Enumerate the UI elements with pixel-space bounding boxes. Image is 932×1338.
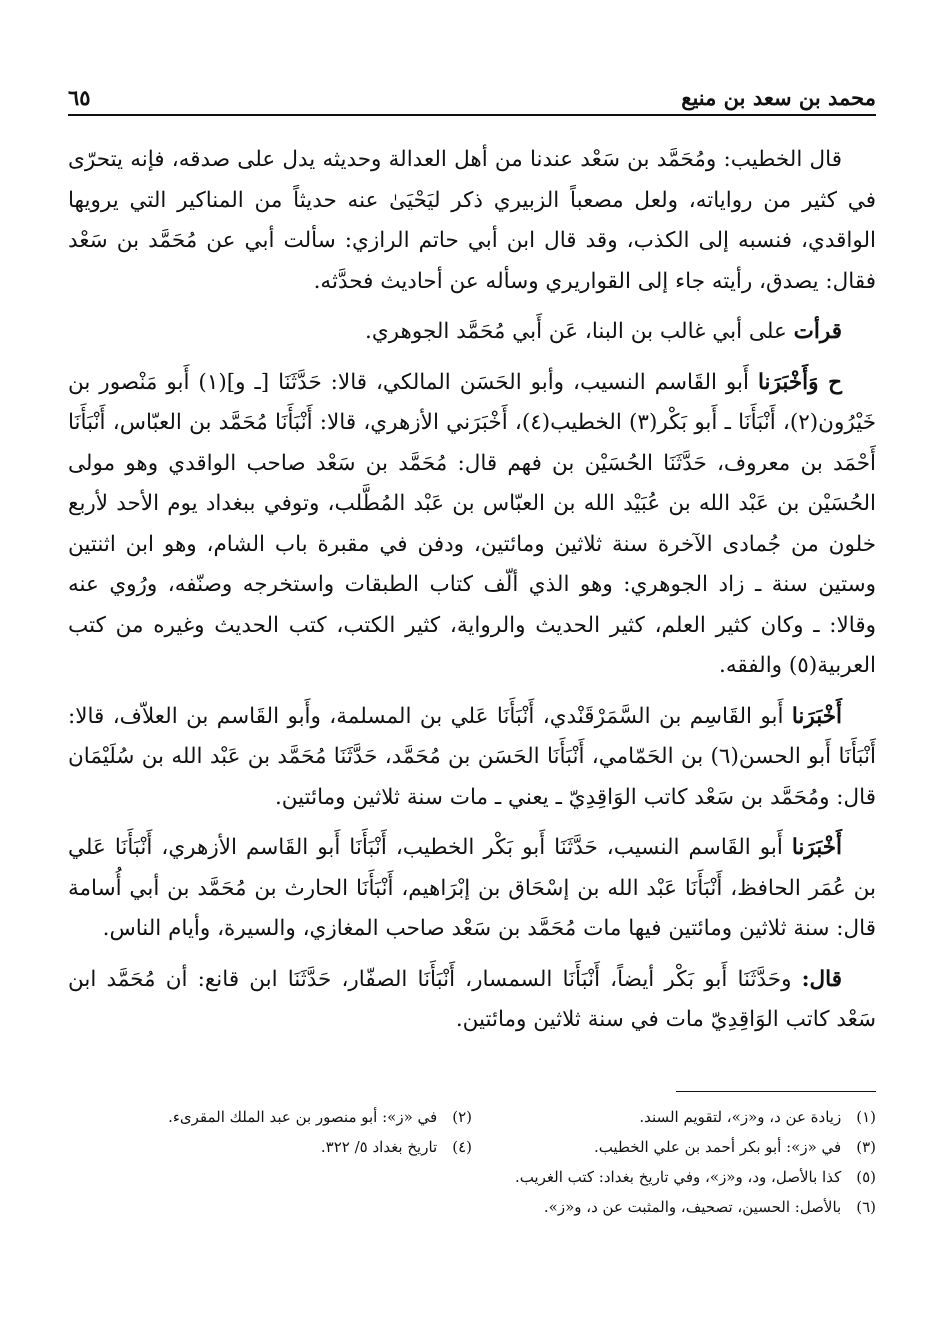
footnote (68, 1132, 472, 1162)
footnote-number: (٣) (856, 1137, 876, 1156)
paragraph-text: قال الخطيب: ومُحَمَّد بن سَعْد عندنا من أهل العدالة وحديثه يدل على صدقه، فإنه يتحرّى في كثير من رواياته، ولعل مصعباً الزبيري ذكر ليَحْيَىٰ عنه حديثاً من المناكير التي يرويها الواقدي، فنسبه إلى الكذب، وقد قال ابن أبي حاتم الرازي: سألت أبي عن مُحَمَّد بن سَعْد فقال: يصدق، رأيته جاء إلى القواريري وسأله عن أحاديث فحدَّثه. (68, 147, 876, 294)
footnote-separator (68, 1051, 876, 1092)
paragraph-lead: قرأت (793, 319, 842, 344)
page-header (68, 60, 876, 116)
footnote-number: (٦) (856, 1197, 876, 1216)
paragraph-text: وحَدَّثَنَا أَبو بَكْر أيضاً، أَنْبَأَنَا السمسار، أَنْبَأَنَا الصفّار، حَدَّثَنَا ابن قانع: أن مُحَمَّد ابن سَعْد كاتب الوَاقِدِيّ مات في سنة ثلاثين ومائتين. (68, 966, 876, 1032)
paragraph-text: أَبو القَاسِم بن السَّمَرْقَنْدي، أَنْبَأَنَا عَلي بن المسلمة، وأَبو القَاسم بن العلاّف، قالا: أَنْبَأَنَا أَبو الحسن(٦) بن الحَمّامي، أَنْبَأَنَا الحَسَن بن مُحَمَّد، حَدَّثَنَا مُحَمَّد بن عَبْد الله بن سُلَيْمَان قال: ومُحَمَّد بن سَعْد كاتب الوَاقِدِيّ ـ يعني ـ مات سنة ثلاثين ومائتين. (68, 703, 876, 810)
footnote-number: (٢) (452, 1107, 472, 1126)
paragraph-lead: أَخْبَرَنا (791, 703, 842, 729)
footnote-number: (١) (856, 1107, 876, 1126)
footnote-row (68, 1102, 876, 1132)
footnote-rule (676, 1091, 876, 1092)
paragraph-lead: قال: (801, 966, 842, 992)
footnote-row (68, 1132, 876, 1162)
footnote-number: (٤) (452, 1137, 472, 1156)
main-text (68, 140, 876, 1041)
book-page (68, 60, 876, 1222)
paragraph (68, 140, 876, 302)
footnote (472, 1102, 876, 1132)
footnote-number: (٥) (856, 1167, 876, 1186)
footnote (68, 1162, 876, 1192)
page-number: ٦٥ (68, 85, 91, 110)
footnote-row (68, 1162, 876, 1192)
footnote-row (68, 1192, 876, 1222)
paragraph (68, 828, 876, 950)
paragraph (68, 697, 876, 819)
running-title: محمد بن سعد بن منيع (681, 85, 876, 110)
footnote (68, 1192, 876, 1222)
paragraph (68, 312, 876, 353)
paragraph-text: على أبي غالب بن البنا، عَن أَبي مُحَمَّد الجوهري. (365, 319, 787, 344)
paragraph (68, 960, 876, 1041)
footnote-text: تاريخ بغداد ٥/ ٣٢٢. (320, 1137, 438, 1156)
footnote-text: زيادة عن د، و«ز»، لتقويم السند. (639, 1107, 842, 1126)
footnote-text: في «ز»: أبو بكر أحمد بن علي الخطيب. (593, 1137, 842, 1156)
paragraph-lead: ح وَأَخْبَرَنا (757, 369, 842, 395)
paragraph-lead: أَخْبَرَنا (791, 835, 842, 860)
paragraph (68, 363, 876, 687)
footnote (472, 1132, 876, 1162)
footnote (68, 1102, 472, 1132)
footnote-text: كذا بالأصل، ود، و«ز»، وفي تاريخ بغداد: كتب الغريب. (514, 1167, 842, 1186)
paragraph-text: أَبو القَاسم النسيب، حَدَّثَنَا أَبو بَكْر الخطيب، أَنْبَأَنَا أَبو القَاسم الأزهري، أَنْبَأَنَا عَلي بن عُمَر الحافظ، أَنْبَأَنَا عَبْد الله بن إسْحَاق بن إبْرَاهيم، أَنْبَأَنَا الحارث بن مُحَمَّد بن أبي أُسامة قال: سنة ثلاثين ومائتين فيها مات مُحَمَّد بن سَعْد صاحب المغازي، والسيرة، وأيام الناس. (68, 835, 876, 941)
footnote-text: في «ز»: أبو منصور بن عبد الملك المقرىء. (168, 1107, 438, 1126)
paragraph-text: أَبو القَاسم النسيب، وأبو الحَسَن المالكي، قالا: حَدَّثَنَا [ـ و](١) أَبو مَنْصور بن خَيْرُون(٢)، أَنْبَأَنَا ـ أَبو بَكْر(٣) الخطيب(٤)، أَخْبَرَني الأزهري، قالا: أَنْبَأَنَا مُحَمَّد بن العبّاس، أَنْبَأَنَا أَحْمَد بن معروف، حَدَّثَنَا الحُسَيْن بن فهم قال: مُحَمَّد بن سَعْد صاحب الواقدي وهو مولى الحُسَيْن بن عَبْد الله بن عُبَيْد الله بن العبّاس بن عَبْد المُطَّلب، وتوفي ببغداد يوم الأحد لأربع خلون من جُمادى الآخرة سنة ثلاثين ومائتين، ودفن في مقبرة باب الشام، وهو ابن اثنتين وستين سنة ـ زاد الجوهري: وهو الذي ألّف كتاب الطبقات واستخرجه وصنّفه، ورُوي عنه وقالا: ـ وكان كثير العلم، كثير الحديث والرواية، كثير الكتب، كتب الحديث وغيره من كتب العربية(٥) والفقه. (68, 369, 876, 678)
footnotes (68, 1102, 876, 1222)
footnote-text: بالأصل: الحسين، تصحيف، والمثبت عن د، و«ز». (543, 1197, 842, 1216)
